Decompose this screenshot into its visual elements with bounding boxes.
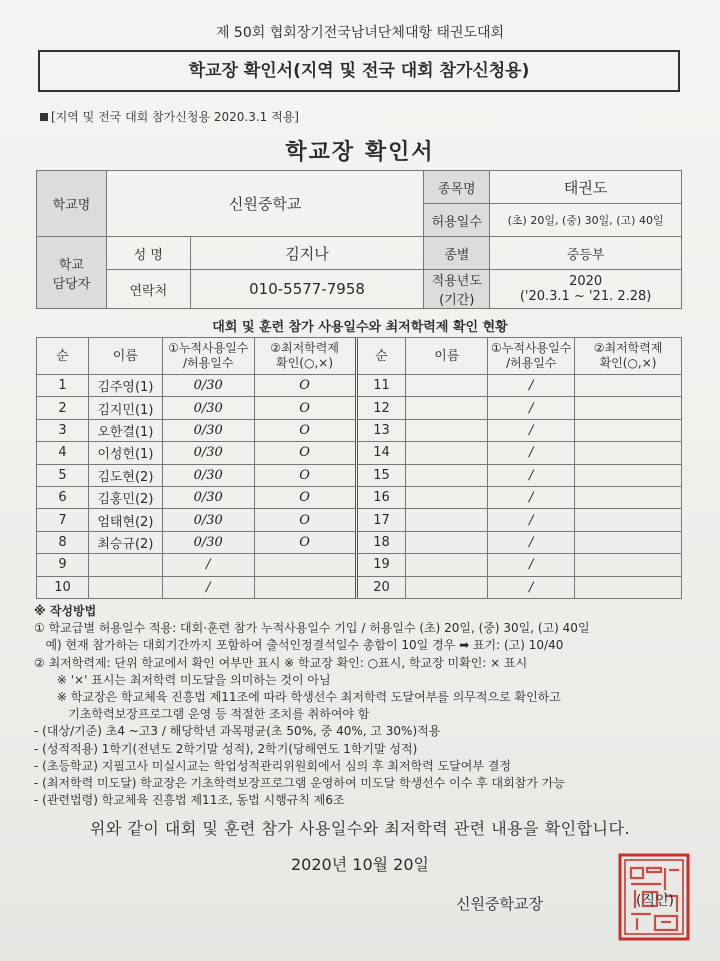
header-acad-line-2: 확인(○,×) (276, 356, 334, 370)
instruction-line: - (최저학력 미도달) 학교장은 기초학력보장프로그램 운영하여 미도달 학생선수 이수 후 대회참가 가능 (34, 776, 565, 791)
student-name (406, 554, 488, 576)
category-value: 중등부 (490, 237, 682, 270)
student-name (406, 576, 488, 598)
student-name (406, 419, 488, 441)
used-days: / (488, 375, 575, 397)
contact-value: 010-5577-7958 (190, 270, 424, 309)
instruction-line: - (초등학교) 지필고사 미실시교는 학업성적관리위원회에서 심의 후 최저학력 도달여부 결정 (34, 758, 511, 773)
principal-name: 신원중학교장 (456, 895, 543, 913)
used-days: / (488, 442, 575, 464)
row-no: 6 (37, 486, 89, 508)
row-no: 9 (37, 554, 89, 576)
school-name: 신원중학교 (106, 171, 423, 237)
row-no: 5 (37, 464, 89, 486)
roster-section-title: 대회 및 훈련 참가 사용일수와 최저학력제 확인 현황 (212, 320, 508, 335)
row-no: 20 (356, 576, 406, 598)
row-no: 14 (356, 442, 406, 464)
student-name: 김주영(1) (88, 375, 162, 397)
category-label: 종별 (424, 237, 490, 270)
school-label: 학교명 (37, 171, 107, 237)
event-title: 제 50회 협회장기전국남녀단체대항 태권도대회 (215, 25, 505, 41)
row-no: 8 (37, 531, 89, 553)
student-name: 김도현(2) (88, 464, 162, 486)
acad-check: O (254, 464, 356, 486)
student-name: 엄태현(2) (88, 509, 162, 531)
manager-label-line-2: 담당자 (52, 276, 91, 292)
acad-check (575, 464, 682, 486)
acad-check (575, 486, 682, 508)
row-no: 11 (356, 375, 406, 397)
table-row (37, 531, 682, 553)
header-name-left: 이름 (88, 338, 162, 375)
instruction-line: 예) 현재 참가하는 대회기간까지 포함하여 출석인정결석일수 총합이 10일 경우 ➡ 표기: (고) 10/40 (34, 638, 564, 653)
header-acad-line-1: ②최저학력제 (270, 341, 339, 355)
student-name (406, 509, 488, 531)
header-acad-left (254, 338, 356, 375)
row-no: 7 (37, 509, 89, 531)
table-row (37, 442, 682, 464)
table-row (37, 509, 682, 531)
row-no: 18 (356, 531, 406, 553)
used-days: / (488, 486, 575, 508)
header-days-line-1: ①누적사용일수 (168, 341, 249, 355)
used-days: 0/30 (162, 419, 254, 441)
student-name (406, 375, 488, 397)
row-no: 10 (37, 576, 89, 598)
used-days: / (488, 509, 575, 531)
header-days-line-1: ①누적사용일수 (491, 341, 572, 355)
acad-check (254, 576, 356, 598)
year-label-line-2: (기간) (439, 293, 475, 308)
table-row (37, 576, 682, 598)
row-no: 15 (356, 464, 406, 486)
acad-check (575, 397, 682, 419)
table-row (37, 486, 682, 508)
student-name: 이성헌(1) (88, 442, 162, 464)
student-name: 김지민(1) (88, 397, 162, 419)
acad-check (575, 509, 682, 531)
table-row (37, 554, 682, 576)
acad-check (575, 554, 682, 576)
used-days: 0/30 (162, 531, 254, 553)
used-days: / (488, 576, 575, 598)
acad-check: O (254, 442, 356, 464)
used-days: / (488, 531, 575, 553)
document-title: 학교장 확인서 (285, 140, 435, 165)
student-name: 김홍민(2) (88, 486, 162, 508)
used-days: 0/30 (162, 509, 254, 531)
used-days: / (162, 576, 254, 598)
acad-check: O (254, 486, 356, 508)
acad-check: O (254, 419, 356, 441)
header-days-left (162, 338, 254, 375)
student-name (406, 442, 488, 464)
manager-name: 김지나 (190, 237, 424, 270)
acad-check (575, 576, 682, 598)
instruction-line: ※ 작성방법 (34, 604, 97, 618)
table-row (37, 419, 682, 441)
row-no: 19 (356, 554, 406, 576)
year-label-line-1: 적용년도 (431, 274, 482, 289)
school-info-table (36, 170, 682, 309)
instructions-block (34, 603, 694, 809)
used-days: 0/30 (162, 486, 254, 508)
confirmation-statement: 위와 같이 대회 및 훈련 참가 사용일수와 최저학력 관련 내용을 확인합니다. (89, 819, 631, 838)
used-days: / (488, 419, 575, 441)
header-days-right (488, 338, 575, 375)
header-days-line-2: /허용일수 (183, 356, 234, 370)
used-days: / (488, 464, 575, 486)
manager-label (37, 237, 107, 309)
header-acad-right (575, 338, 682, 375)
acad-check (254, 554, 356, 576)
square-bullet-icon (40, 113, 48, 121)
instruction-line: ※ 학교장은 학교체육 진흥법 제11조에 따라 학생선수 최저학력 도달여부를 의무적으로 확인하고 (34, 690, 561, 705)
header-no-right: 순 (356, 338, 406, 375)
table-row (37, 375, 682, 397)
sport-value: 태권도 (490, 171, 682, 204)
student-name (406, 531, 488, 553)
instruction-line: - (관련법령) 학교체육 진흥법 제11조, 동법 시행규칙 제6조 (34, 793, 345, 808)
used-days: / (162, 554, 254, 576)
instruction-line: 기초학력보장프로그램 운영 등 적절한 조치를 취하여야 함 (34, 707, 370, 722)
form-banner: 학교장 확인서(지역 및 전국 대회 참가신청용) (38, 50, 680, 92)
row-no: 12 (356, 397, 406, 419)
student-name (88, 554, 162, 576)
header-no-left: 순 (37, 338, 89, 375)
year-text: 2020 (569, 274, 603, 289)
table-row (37, 464, 682, 486)
issue-date: 2020년 10월 20일 (291, 855, 429, 874)
header-acad-line-1: ②최저학력제 (593, 341, 663, 355)
manager-label-line-1: 학교 (58, 257, 84, 273)
header-name-right: 이름 (406, 338, 488, 375)
header-acad-line-2: 확인(○,×) (599, 356, 657, 370)
row-no: 13 (356, 419, 406, 441)
year-value (490, 270, 682, 309)
student-name: 오한결(1) (88, 419, 162, 441)
acad-check (575, 531, 682, 553)
instruction-line: ① 학교급별 허용일수 적용: 대회·훈련 참가 누적사용일수 기입 / 허용일수 (초) 20일, (중) 30일, (고) 40일 (34, 621, 590, 636)
student-name (88, 576, 162, 598)
student-name (406, 486, 488, 508)
period-text: ('20.3.1 ~ '21. 2.28) (519, 289, 652, 304)
table-row (37, 397, 682, 419)
acad-check: O (254, 531, 356, 553)
student-name: 최승규(2) (88, 531, 162, 553)
acad-check: O (254, 397, 356, 419)
used-days: 0/30 (162, 375, 254, 397)
subnote-text: [지역 및 전국 대회 참가신청용 2020.3.1 적용] (51, 110, 299, 124)
days-value: (초) 20일, (중) 30일, (고) 40일 (490, 204, 682, 237)
acad-check: O (254, 375, 356, 397)
roster-header-row (37, 338, 682, 375)
acad-check: O (254, 509, 356, 531)
seal-mark: (직인) (636, 893, 674, 909)
row-no: 3 (37, 419, 89, 441)
acad-check (575, 442, 682, 464)
roster-table (36, 337, 682, 599)
name-label: 성 명 (106, 237, 190, 270)
days-label: 허용일수 (424, 204, 490, 237)
year-label (424, 270, 490, 309)
row-no: 16 (356, 486, 406, 508)
used-days: / (488, 554, 575, 576)
used-days: / (488, 397, 575, 419)
student-name (406, 464, 488, 486)
student-name (406, 397, 488, 419)
instruction-line: ② 최저학력제: 단위 학교에서 확인 여부만 표시 ※ 학교장 확인: ○표시, 학교장 미확인: × 표시 (34, 655, 528, 670)
header-days-line-2: /허용일수 (505, 356, 557, 370)
row-no: 17 (356, 509, 406, 531)
instruction-line: - (대상/기준) 초4 ~고3 / 해당학년 과목평균(초 50%, 중 40%, 고 30%)적용 (34, 724, 441, 739)
acad-check (575, 419, 682, 441)
used-days: 0/30 (162, 397, 254, 419)
acad-check (575, 375, 682, 397)
instruction-line: - (성적적용) 1학기(전년도 2학기말 성적), 2학기(당해연도 1학기말 성적) (34, 741, 418, 756)
contact-label: 연락처 (106, 270, 190, 309)
form-subnote (40, 108, 299, 125)
sport-label: 종목명 (424, 171, 490, 204)
row-no: 4 (37, 442, 89, 464)
instruction-line: ※ '×' 표시는 최저학력 미도달을 의미하는 것이 아님 (34, 672, 331, 687)
row-no: 2 (37, 397, 89, 419)
used-days: 0/30 (162, 442, 254, 464)
row-no: 1 (37, 375, 89, 397)
used-days: 0/30 (162, 464, 254, 486)
